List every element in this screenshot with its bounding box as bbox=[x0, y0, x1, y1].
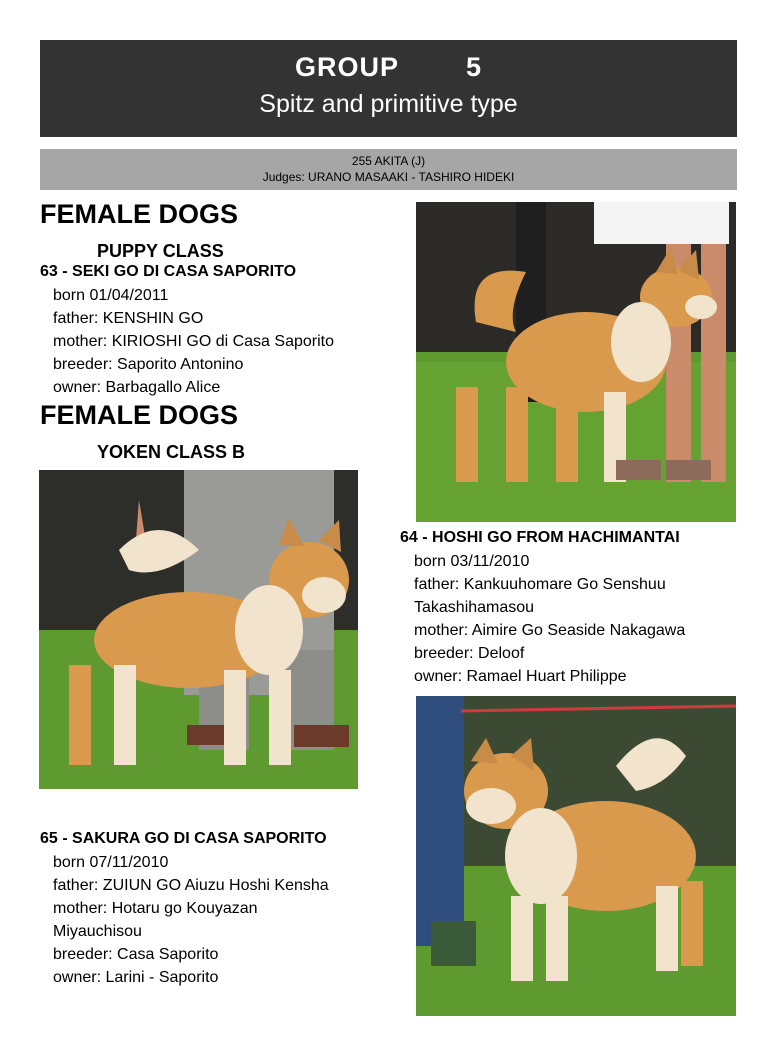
entry-details-64 bbox=[414, 550, 685, 688]
class-heading-puppy: PUPPY CLASS bbox=[97, 241, 224, 261]
group-title: GROUP 5 bbox=[294, 52, 483, 82]
entry-line: owner: Larini - Saporito bbox=[53, 969, 219, 986]
entry-line: born 01/04/2011 bbox=[53, 287, 169, 304]
entry-line: mother: Hotaru go Kouyazan bbox=[53, 900, 258, 917]
entry-details-63 bbox=[53, 284, 334, 399]
entry-details-65 bbox=[53, 851, 329, 989]
group-banner bbox=[40, 40, 737, 137]
dog-photo-64 bbox=[39, 470, 358, 789]
entry-line: father: ZUIUN GO Aiuzu Hoshi Kensha bbox=[53, 877, 329, 894]
entry-line: born 07/11/2010 bbox=[53, 854, 169, 871]
section-heading-female-dogs: FEMALE DOGS bbox=[40, 199, 239, 229]
entry-line: mother: KIRIOSHI GO di Casa Saporito bbox=[53, 333, 334, 350]
entry-line: mother: Aimire Go Seaside Nakagawa bbox=[414, 622, 686, 639]
entry-line: father: Kankuuhomare Go Senshuu bbox=[414, 576, 666, 593]
entry-line: father: KENSHIN GO bbox=[53, 310, 204, 327]
entry-line: breeder: Casa Saporito bbox=[53, 946, 219, 963]
entry-title-65: 65 - SAKURA GO DI CASA SAPORITO bbox=[40, 830, 327, 847]
breed-name: 255 AKITA (J) bbox=[351, 154, 426, 168]
breed-bar bbox=[40, 149, 737, 190]
entry-line: breeder: Deloof bbox=[414, 645, 525, 662]
dog-photo-65 bbox=[416, 696, 736, 1016]
entry-title-63: 63 - SEKI GO DI CASA SAPORITO bbox=[40, 263, 297, 280]
class-heading-yoken: YOKEN CLASS B bbox=[97, 442, 246, 462]
entry-title-64: 64 - HOSHI GO FROM HACHIMANTAI bbox=[400, 529, 680, 546]
group-subtitle: Spitz and primitive type bbox=[259, 90, 518, 118]
section-heading-female-dogs-2: FEMALE DOGS bbox=[40, 400, 239, 430]
entry-line: Miyauchisou bbox=[53, 923, 142, 940]
entry-line: owner: Barbagallo Alice bbox=[53, 379, 221, 396]
entry-line: breeder: Saporito Antonino bbox=[53, 356, 244, 373]
judges: Judges: URANO MASAAKI - TASHIRO HIDEKI bbox=[262, 170, 515, 184]
entry-line: owner: Ramael Huart Philippe bbox=[414, 668, 627, 685]
dog-photo-63 bbox=[416, 202, 736, 522]
entry-line: Takashihamasou bbox=[414, 599, 535, 616]
entry-line: born 03/11/2010 bbox=[414, 553, 530, 570]
